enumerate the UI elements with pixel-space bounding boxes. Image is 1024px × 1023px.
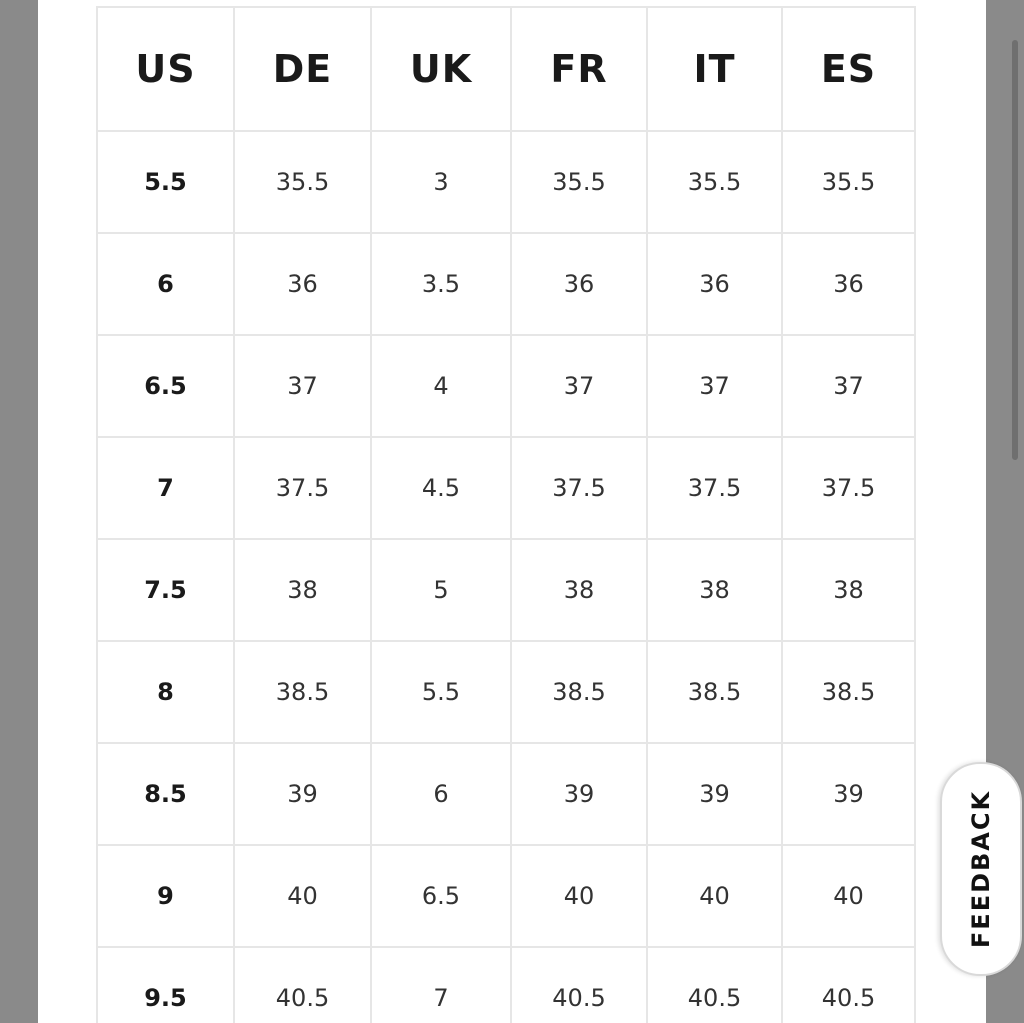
table-row <box>97 233 915 335</box>
cell-us: 6.5 <box>97 335 234 437</box>
cell-uk: 7 <box>371 947 511 1023</box>
cell-es: 35.5 <box>782 131 915 233</box>
cell-es: 39 <box>782 743 915 845</box>
cell-es: 40.5 <box>782 947 915 1023</box>
scrollbar-thumb[interactable] <box>1012 40 1018 460</box>
cell-it: 40 <box>647 845 782 947</box>
table-header-row <box>97 7 915 131</box>
table-row <box>97 947 915 1023</box>
table-row <box>97 131 915 233</box>
feedback-label: FEEDBACK <box>967 789 995 949</box>
cell-fr: 38 <box>511 539 647 641</box>
cell-es: 38.5 <box>782 641 915 743</box>
cell-de: 35.5 <box>234 131 371 233</box>
cell-es: 38 <box>782 539 915 641</box>
cell-us: 5.5 <box>97 131 234 233</box>
cell-fr: 35.5 <box>511 131 647 233</box>
feedback-button[interactable] <box>940 762 1022 976</box>
size-chart-table <box>96 6 916 1023</box>
cell-uk: 6.5 <box>371 845 511 947</box>
table-row <box>97 539 915 641</box>
cell-fr: 37.5 <box>511 437 647 539</box>
cell-uk: 3.5 <box>371 233 511 335</box>
cell-it: 39 <box>647 743 782 845</box>
cell-fr: 37 <box>511 335 647 437</box>
table-row <box>97 743 915 845</box>
cell-us: 8.5 <box>97 743 234 845</box>
cell-uk: 4 <box>371 335 511 437</box>
cell-us: 9 <box>97 845 234 947</box>
cell-us: 7.5 <box>97 539 234 641</box>
size-chart-panel <box>38 0 986 1023</box>
cell-de: 36 <box>234 233 371 335</box>
header-us: US <box>97 7 234 131</box>
cell-us: 8 <box>97 641 234 743</box>
cell-es: 37 <box>782 335 915 437</box>
table-row <box>97 641 915 743</box>
table-row <box>97 845 915 947</box>
cell-fr: 40 <box>511 845 647 947</box>
header-uk: UK <box>371 7 511 131</box>
cell-fr: 40.5 <box>511 947 647 1023</box>
header-fr: FR <box>511 7 647 131</box>
cell-de: 37 <box>234 335 371 437</box>
cell-uk: 5.5 <box>371 641 511 743</box>
cell-de: 38.5 <box>234 641 371 743</box>
cell-de: 39 <box>234 743 371 845</box>
cell-us: 6 <box>97 233 234 335</box>
header-it: IT <box>647 7 782 131</box>
cell-es: 40 <box>782 845 915 947</box>
cell-fr: 38.5 <box>511 641 647 743</box>
header-de: DE <box>234 7 371 131</box>
cell-fr: 39 <box>511 743 647 845</box>
cell-de: 40.5 <box>234 947 371 1023</box>
cell-it: 36 <box>647 233 782 335</box>
cell-it: 35.5 <box>647 131 782 233</box>
cell-us: 7 <box>97 437 234 539</box>
cell-es: 37.5 <box>782 437 915 539</box>
cell-it: 38 <box>647 539 782 641</box>
cell-uk: 4.5 <box>371 437 511 539</box>
header-es: ES <box>782 7 915 131</box>
cell-us: 9.5 <box>97 947 234 1023</box>
cell-uk: 3 <box>371 131 511 233</box>
table-row <box>97 335 915 437</box>
cell-uk: 6 <box>371 743 511 845</box>
cell-it: 40.5 <box>647 947 782 1023</box>
cell-it: 37.5 <box>647 437 782 539</box>
cell-de: 40 <box>234 845 371 947</box>
cell-es: 36 <box>782 233 915 335</box>
cell-it: 37 <box>647 335 782 437</box>
cell-uk: 5 <box>371 539 511 641</box>
table-row <box>97 437 915 539</box>
cell-it: 38.5 <box>647 641 782 743</box>
cell-fr: 36 <box>511 233 647 335</box>
cell-de: 37.5 <box>234 437 371 539</box>
cell-de: 38 <box>234 539 371 641</box>
